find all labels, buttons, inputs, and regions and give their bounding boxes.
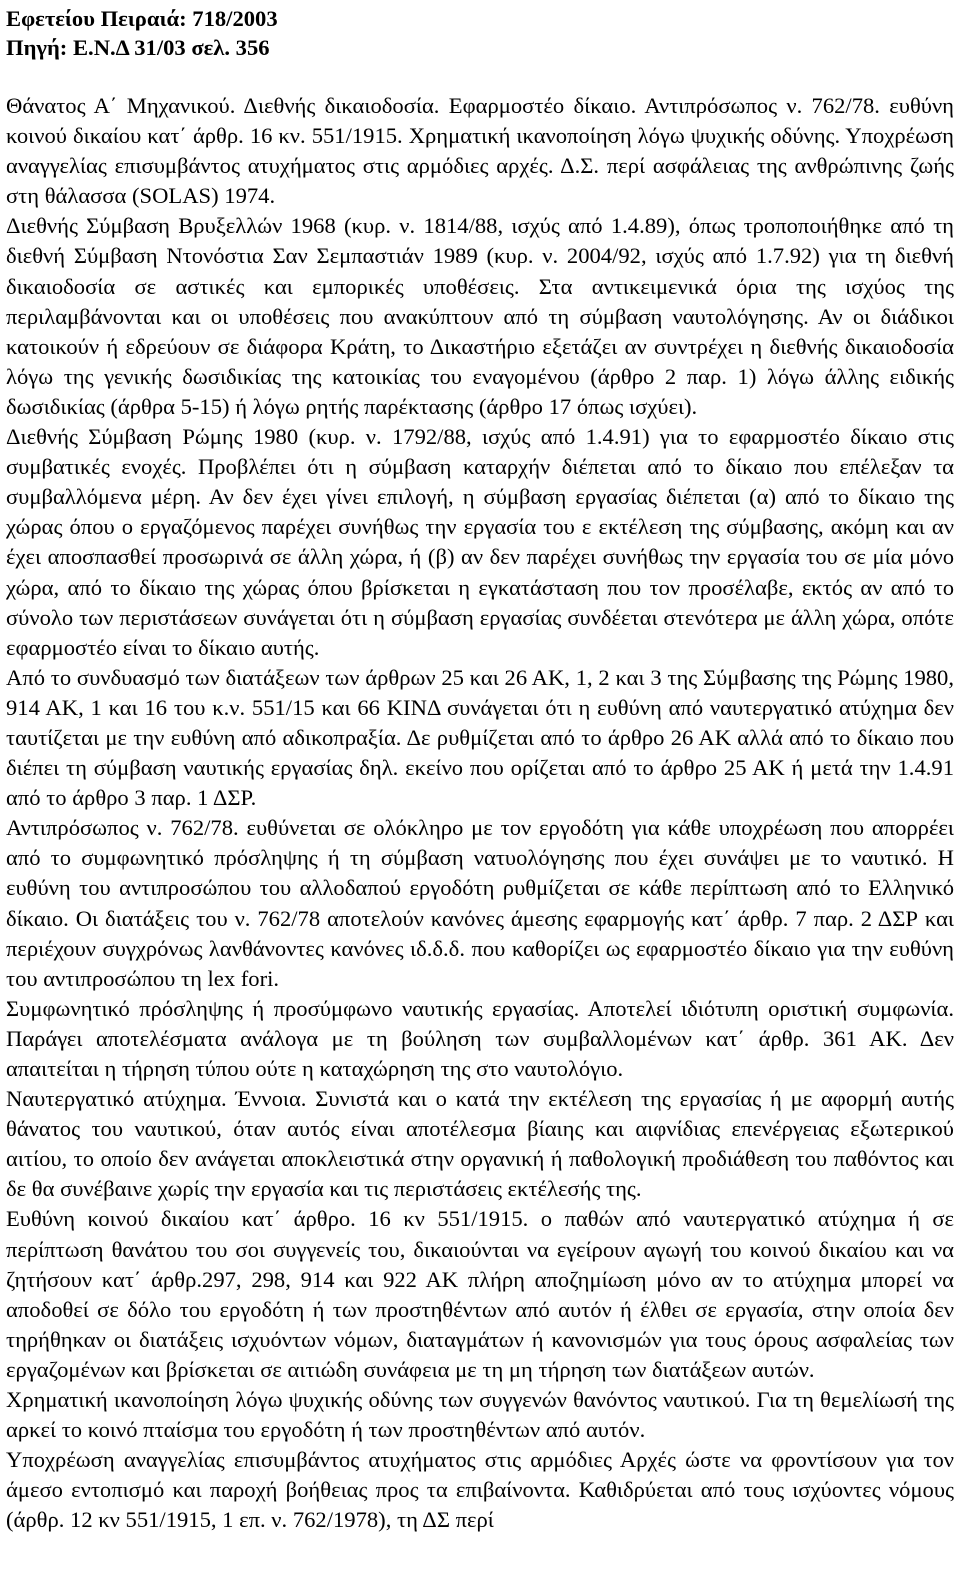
paragraph-representative: Αντιπρόσωπος ν. 762/78. ευθύνεται σε ολόκληρο με τον εργοδότη για κάθε υποχρέωση που απορρέει από το συμφωνητικό πρόσληψης ή τη σύμβαση νατυολόγησης που έχει συνάψει με το ναυτικό. Η ευθύνη του αντιπροσώπου του αλλοδαπού εργοδότη ρυθμίζεται σε κάθε περίπτωση από το Ελληνικό δίκαιο. Οι διατάξεις του ν. 762/78 αποτελούν κανόνες άμεσης εφαρμογής κατ΄ άρθρ. 7 παρ. 2 ΔΣΡ και περιέχουν συγχρόνως λανθάνοντες κανόνες ιδ.δ.δ. που καθορίζει ως εφαρμοστέο δίκαιο για την ευθύνη του αντιπροσώπου τη lex fori. bbox=[6, 815, 954, 991]
paragraph-maritime-accident: Ναυτεργατικό ατύχημα. Έννοια. Συνιστά και ο κατά την εκτέλεση της εργασίας ή με αφορμή αυτής θάνατος του ναυτικού, όταν αυτός είναι αποτέλεσμα βίαιης και αιφνίδιας επενέργειας εξωτερικού αιτίου, το οποίο δεν ανάγεται αποκλειστικά στην οργανική ή παθολογική προδιάθεση του παθόντος και δε θα συνέβαινε χωρίς την εργασία και τις περιστάσεις εκτέλεσής της. bbox=[6, 1086, 954, 1202]
paragraph-applicable-law: Από το συνδυασμό των διατάξεων των άρθρων 25 και 26 ΑΚ, 1, 2 και 3 της Σύμβασης της Ρώμης 1980, 914 ΑΚ, 1 και 16 του κ.ν. 551/15 και 66 ΚΙΝΔ συνάγεται ότι η ευθύνη από ναυτεργατικό ατύχημα δεν ταυτίζεται με την ευθύνη από αδικοπραξία. Δε ρυθμίζεται από το άρθρο 26 ΑΚ αλλά από το δίκαιο που διέπει τη σύμβαση ναυτικής εργασίας δηλ. εκείνο που ορίζεται από το άρθρο 25 ΑΚ ή μετά την 1.4.91 από το άρθρο 3 παρ. 1 ΔΣΡ. bbox=[6, 664, 954, 811]
paragraph-hiring-agreement: Συμφωνητικό πρόσληψης ή προσύμφωνο ναυτικής εργασίας. Αποτελεί ιδιότυπη οριστική συμφωνία. Παράγει αποτελέσματα ανάλογα με τη βούληση των συμβαλλομένων κατ΄ άρθρ. 361 ΑΚ. Δεν απαιτείται η τήρηση τύπου ούτε η καταχώρηση της στο ναυτολόγιο. bbox=[6, 995, 954, 1081]
paragraph-brussels-convention: Διεθνής Σύμβαση Βρυξελλών 1968 (κυρ. ν. 1814/88, ισχύς από 1.4.89), όπως τροποποιήθηκε από τη διεθνή Σύμβαση Ντονόστια Σαν Σεμπαστιάν 1989 (κυρ. ν. 2004/92, ισχύς από 1.7.92) για τη διεθνή δικαιοδοσία σε αστικές και εμπορικές υποθέσεις. Στα αντικειμενικά όρια της ισχύος της περιλαμβάνονται και οι υποθέσεις που ανακύπτουν από τη σύμβαση ναυτολόγησης. Αν οι διάδικοι κατοικούν ή εδρεύουν σε διάφορα Κράτη, το Δικαστήριο εξετάζει αν συντρέχει η διεθνής δικαιοδοσία λόγω της γενικής δωσιδικίας της κατοικίας του εναγομένου (άρθρο 2 παρ. 1) λόγω άλλης ειδικής δωσιδικίας (άρθρα 5-15) ή λόγω ρητής παρέκτασης (άρθρο 17 όπως ισχύει). bbox=[6, 213, 954, 419]
document-header bbox=[6, 4, 954, 62]
paragraph-rome-convention: Διεθνής Σύμβαση Ρώμης 1980 (κυρ. ν. 1792/88, ισχύς από 1.4.91) για το εφαρμοστέο δίκαιο στις συμβατικές ενοχές. Προβλέπει ότι η σύμβαση καταρχήν διέπεται από το δίκαιο που επέλεξαν τα συμβαλλόμενα μέρη. Αν δεν έχει γίνει επιλογή, η σύμβαση εργασίας διέπεται (α) από το δίκαιο της χώρας όπου ο εργαζόμενος παρέχει συνήθως την εργασία του ε εκτέλεση της σύμβασης, ακόμη και αν έχει αποσπασθεί προσωρινά σε άλλη χώρα, ή (β) αν δεν παρέχει συνήθως την εργασία του σε μία μόνο χώρα, από το δίκαιο της χώρας όπου βρίσκεται η εγκατάσταση που τον προσέλαβε, εκτός αν από το σύνολο των περιστάσεων συνάγεται ότι η σύμβαση εργασίας συνδέεται στενότερα με άλλη χώρα, οπότε εφαρμοστέο είναι το δίκαιο αυτής. bbox=[6, 424, 954, 660]
court-decision-title: Εφετείου Πειραιά: 718/2003 bbox=[6, 6, 278, 31]
source-reference: Πηγή: Ε.Ν.Δ 31/03 σελ. 356 bbox=[6, 35, 270, 60]
paragraph-moral-damages: Χρηματική ικανοποίηση λόγω ψυχικής οδύνης των συγγενών θανόντος ναυτικού. Για τη θεμελίωσή της αρκεί το κοινό πταίσμα του εργοδότη ή των προστηθέντων από αυτόν. bbox=[6, 1387, 954, 1443]
paragraph-reporting-obligation: Υποχρέωση αναγγελίας επισυμβάντος ατυχήματος στις αρμόδιες Αρχές ώστε να φροντίσουν για τον άμεσο εντοπισμό και παροχή βοήθειας προς τα επιβαίνοντα. Καθιδρύεται από τους ισχύοντες νόμους (άρθρ. 12 κν 551/1915, 1 επ. ν. 762/1978), τη ΔΣ περί bbox=[6, 1447, 954, 1533]
paragraph-summary-keywords: Θάνατος Α΄ Μηχανικού. Διεθνής δικαιοδοσία. Εφαρμοστέο δίκαιο. Αντιπρόσωπος ν. 762/78. ευθύνη κοινού δικαίου κατ΄ άρθρ. 16 κν. 551/1915. Χρηματική ικανοποίηση λόγω ψυχικής οδύνης. Υποχρέωση αναγγελίας επισυμβάντος ατυχήματος στις αρμόδιες αρχές. Δ.Σ. περί ασφάλειας της ανθρώπινης ζωής στη θάλασσα (SOLAS) 1974. bbox=[6, 93, 954, 209]
paragraph-common-law-liability: Ευθύνη κοινού δικαίου κατ΄ άρθρο. 16 κν 551/1915. ο παθών από ναυτεργατικό ατύχημα ή σε περίπτωση θανάτου του σοι συγγενείς του, δικαιούνται να εγείρουν αγωγή του κοινού δικαίου και να ζητήσουν κατ΄ άρθρ.297, 298, 914 και 922 ΑΚ πλήρη αποζημίωση μόνο αν το ατύχημα μπορεί να αποδοθεί σε δόλο του εργοδότη ή των προστηθέντων από αυτόν ή έλθει σε εργασία, στην οποία δεν τηρήθηκαν οι διατάξεις ισχυόντων νόμων, διαταγμάτων ή κανονισμών για τους όρους ασφαλείας των εργαζομένων και βρίσκεται σε αιτιώδη συνάφεια με τη μη τήρηση των διατάξεων αυτών. bbox=[6, 1206, 954, 1382]
